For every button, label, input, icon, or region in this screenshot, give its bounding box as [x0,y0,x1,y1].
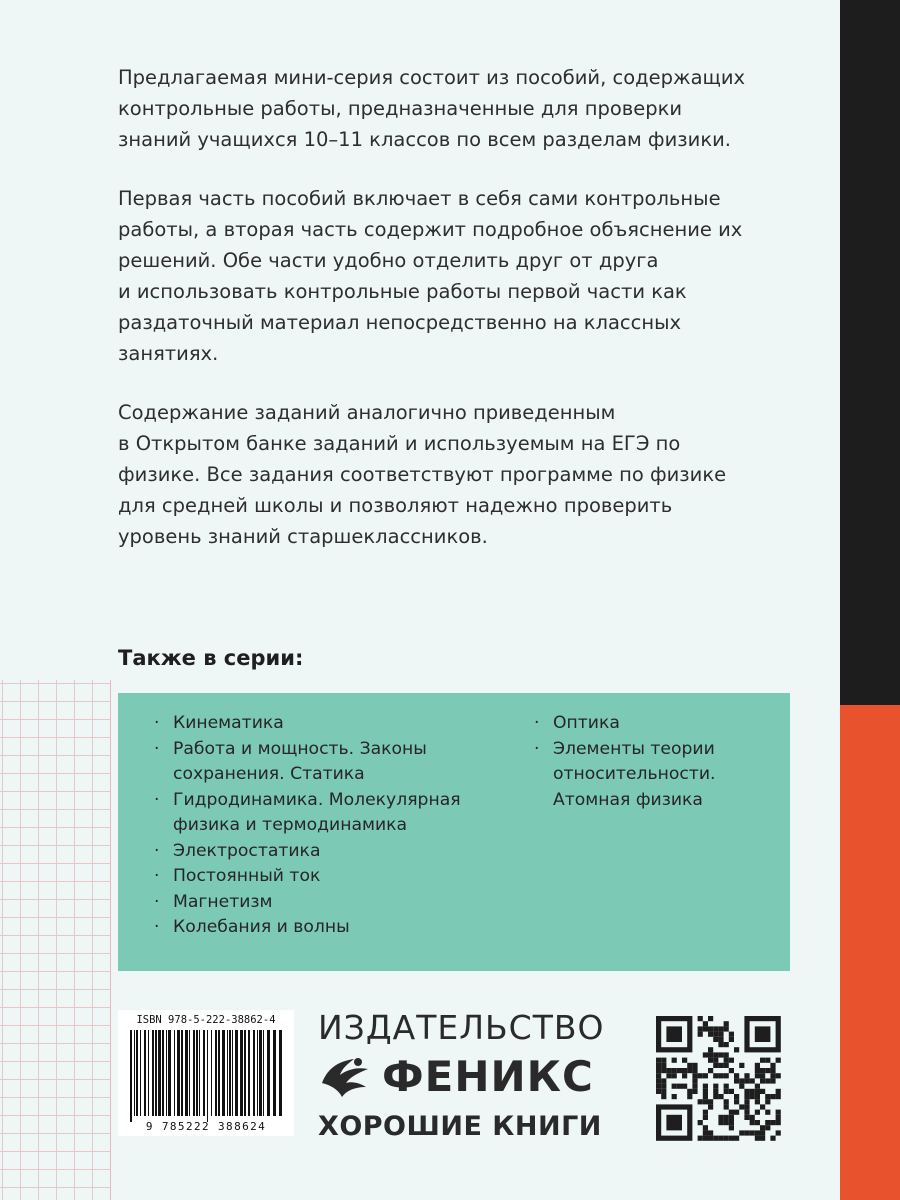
paragraph-line: контрольные работы, предназначенные для проверки [118,97,683,120]
series-item-line: Электростатика [173,840,321,861]
series-item-line: Оптика [553,713,620,733]
paragraph-1 [118,62,798,155]
series-item-line: сохранения. Статика [173,764,365,784]
publisher-slogan: ХОРОШИЕ КНИГИ [318,1111,602,1142]
series-list-right [534,711,774,813]
bullet-icon: · [154,866,160,886]
series-item [154,915,504,941]
series-title: Также в серии: [118,646,304,670]
series-item-line: Элементы теории [553,738,715,759]
graph-paper-strip [0,680,111,1200]
series-item [534,737,774,814]
paragraph-line: Содержание заданий аналогично приведенным [118,401,616,424]
paragraph-line: работы, а вторая часть содержит подробное объяснение их [118,218,743,241]
paragraph-line: физике. Все задания соответствуют программе по физике [118,463,727,486]
paragraph-line: уровень знаний старшеклассников. [118,525,488,548]
description-text [118,62,798,580]
barcode [118,1010,294,1136]
qr-code-icon [650,1014,790,1142]
paragraph-line: решений. Обе части удобно отделить друг от друга [118,249,659,272]
series-item-line: Кинематика [173,713,284,733]
series-item-line: Колебания и волны [173,917,350,937]
series-list-left [154,711,504,941]
paragraph-line: Предлагаемая мини-серия состоит из пособий, содержащих [118,66,746,89]
series-item-line: физика и термодинамика [173,815,408,835]
isbn-text: ISBN 978-5-222-38862-4 [136,1014,276,1026]
series-item-line: Атомная физика [553,789,703,810]
publisher-block [318,1008,628,1142]
bullet-icon: · [534,738,540,759]
barcode-digits: 9 785222 388624 [145,1120,267,1133]
barcode-bars-icon [118,1010,294,1136]
orange-edge-stripe [840,705,900,1200]
bullet-icon: · [154,840,160,861]
publisher-name: ФЕНИКС [382,1051,594,1101]
series-item-line: относительности. [553,764,716,784]
series-item [154,890,504,916]
black-edge-stripe [840,0,900,705]
paragraph-line: для средней школы и позволяют надежно проверить [118,494,673,517]
paragraph-line: в Открытом банке заданий и используемым на ЕГЭ по [118,432,681,455]
paragraph-line: занятиях. [118,342,219,365]
series-list-box [118,693,790,971]
phoenix-logo-icon [318,1053,374,1099]
series-item [154,839,504,865]
paragraph-3 [118,397,798,552]
bullet-icon: · [154,738,160,759]
bullet-icon: · [154,713,160,733]
paragraph-line: Первая часть пособий включает в себя сами контрольные [118,187,721,210]
bullet-icon: · [154,789,160,810]
series-item [154,711,504,737]
bullet-icon: · [154,891,160,912]
series-item-line: Постоянный ток [173,866,321,886]
bullet-icon: · [154,917,160,937]
publisher-line1: ИЗДАТЕЛЬСТВО [318,1008,605,1047]
paragraph-2 [118,183,798,369]
series-item-line: Гидродинамика. Молекулярная [173,789,461,810]
paragraph-line: раздаточный материал непосредственно на классных [118,311,682,334]
series-item-line: Магнетизм [173,891,273,912]
series-item [154,864,504,890]
paragraph-line: знаний учащихся 10–11 классов по всем разделам физики. [118,128,731,151]
series-item [154,788,504,839]
series-item [534,711,774,737]
series-item-line: Работа и мощность. Законы [173,738,427,759]
bullet-icon: · [534,713,540,733]
series-item [154,737,504,788]
paragraph-line: и использовать контрольные работы первой части как [118,280,687,303]
